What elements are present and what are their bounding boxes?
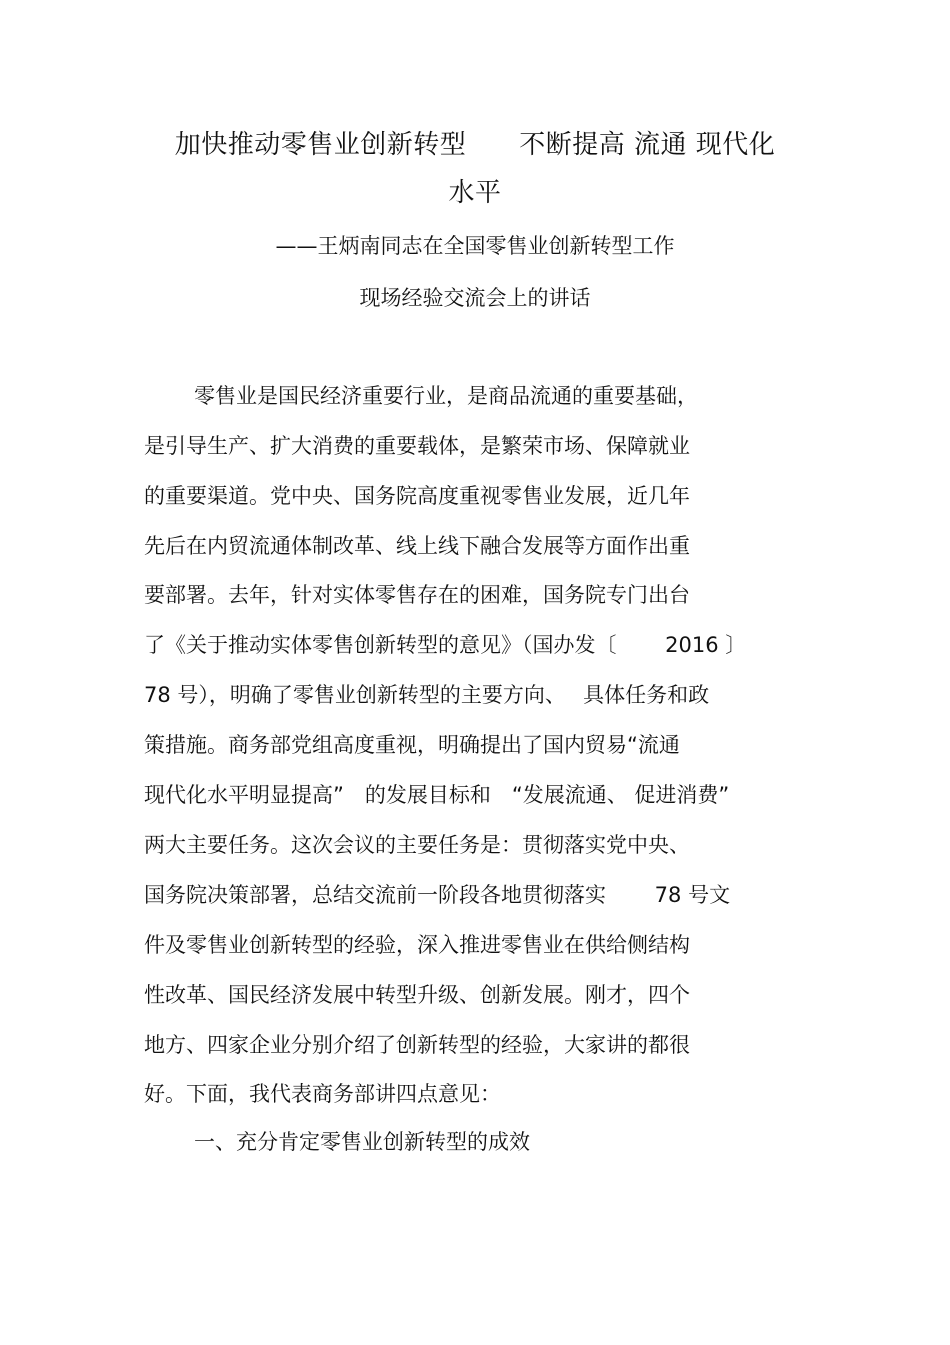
body-paragraph-line: 性改革、国民经济发展中转型升级、创新发展。刚才，四个: [144, 983, 690, 1007]
body-paragraph-line: 是引导生产、扩大消费的重要载体，是繁荣市场、保障就业: [144, 434, 690, 458]
body-paragraph-line: 先后在内贸流通体制改革、线上线下融合发展等方面作出重: [144, 534, 690, 558]
body-paragraph-line: 件及零售业创新转型的经验，深入推进零售业在供给侧结构: [144, 933, 690, 957]
body-paragraph-line: 好。下面，我代表商务部讲四点意见：: [144, 1082, 501, 1106]
body-paragraph-line: 国务院决策部署，总结交流前一阶段各地贯彻落实 78 号文: [144, 883, 731, 907]
body-paragraph-line: 78 号），明确了零售业创新转型的主要方向、 具体任务和政: [144, 683, 710, 707]
document-title-line2: 水平: [448, 178, 502, 208]
section-heading: 一、充分肯定零售业创新转型的成效: [194, 1130, 530, 1154]
body-paragraph-line: 现代化水平明显提高” 的发展目标和 “发展流通、 促进消费”: [144, 783, 730, 807]
body-paragraph-line: 的重要渠道。党中央、国务院高度重视零售业发展，近几年: [144, 484, 690, 508]
body-paragraph-line: 地方、四家企业分别介绍了创新转型的经验，大家讲的都很: [144, 1033, 690, 1057]
document-subtitle-line1: ——王炳南同志在全国零售业创新转型工作: [275, 234, 675, 258]
body-paragraph-line: 零售业是国民经济重要行业，是商品流通的重要基础，: [194, 384, 698, 408]
document-subtitle-line2: 现场经验交流会上的讲话: [359, 286, 591, 310]
body-paragraph-line: 两大主要任务。这次会议的主要任务是：贯彻落实党中央、: [144, 833, 690, 857]
document-title-line1: 加快推动零售业创新转型 不断提高 流通 现代化: [174, 130, 776, 160]
body-paragraph-line: 要部署。去年，针对实体零售存在的困难，国务院专门出台: [144, 583, 690, 607]
body-paragraph-line: 了《关于推动实体零售创新转型的意见》（国办发〔 2016 〕: [144, 633, 747, 657]
body-paragraph-line: 策措施。商务部党组高度重视，明确提出了国内贸易“流通: [144, 733, 680, 757]
